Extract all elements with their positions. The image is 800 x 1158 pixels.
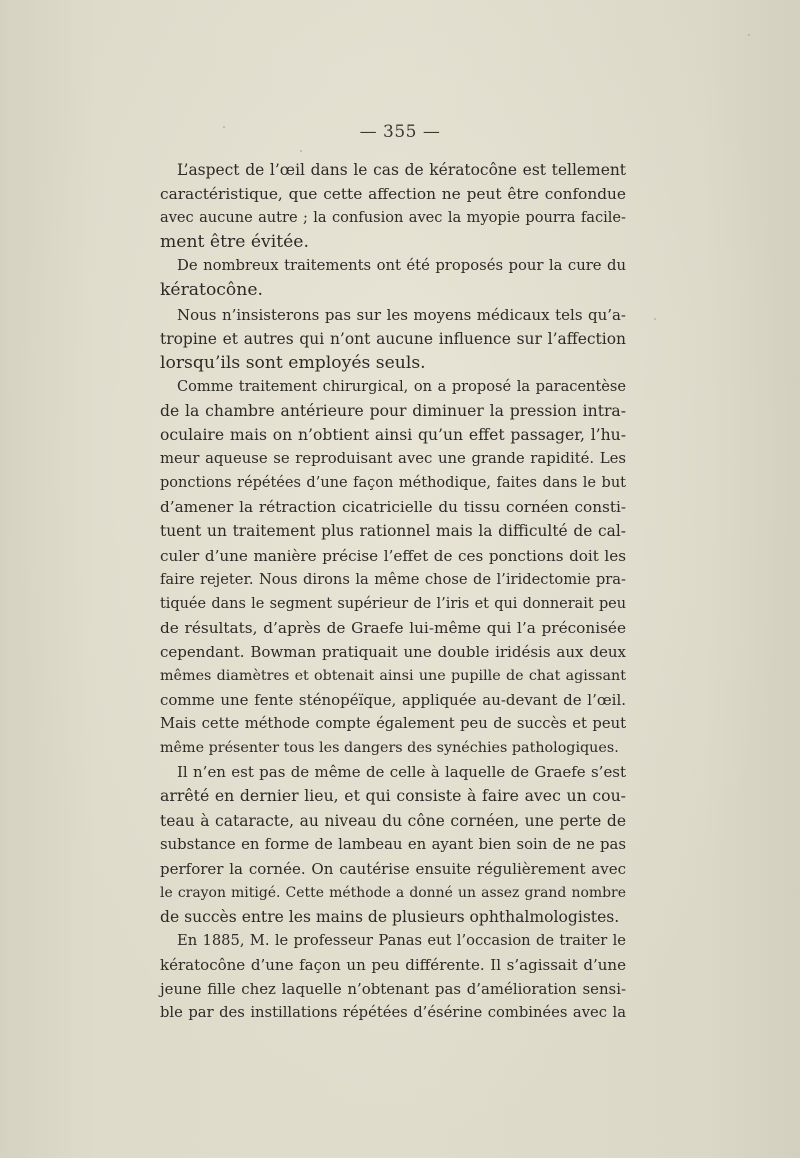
text-line: de succès entre les mains de plusieurs ophthalmologistes.: [160, 907, 620, 926]
text-line: De nombreux traitements ont été proposés pour la cure du: [177, 257, 626, 275]
text-line: de résultats, d’après de Graefe lui-même qui l’a préconisée: [160, 618, 626, 637]
text-line: L’aspect de l’œil dans le cas de kératocône est tellement: [177, 161, 626, 179]
text-line: tropine et autres qui n’ont aucune influence sur l’affection: [160, 329, 626, 348]
text-line: comme une fente sténopéïque, appliquée au-devant de l’œil.: [160, 691, 626, 710]
text-line: perforer la cornée. On cautérise ensuite régulièrement avec: [160, 859, 626, 878]
text-line: lorsqu’ils sont employés seuls.: [160, 352, 426, 373]
text-line: cependant. Bowman pratiquait une double iridésis aux deux: [160, 642, 626, 661]
text-line: faire rejeter. Nous dirons la même chose de l’iridectomie pra-: [160, 570, 626, 588]
text-line: culer d’une manière précise l’effet de ces ponctions doit les: [160, 546, 626, 565]
text-line: jeune fille chez laquelle n’obtenant pas d’amélioration sensi-: [160, 980, 626, 999]
text-line: le crayon mitigé. Cette méthode a donné un assez grand nombre: [160, 884, 626, 901]
text-line: caractéristique, que cette affection ne peut être confondue: [160, 185, 626, 204]
text-line: substance en forme de lambeau en ayant bien soin de ne pas: [160, 835, 626, 853]
text-line: ment être évitée.: [160, 232, 309, 253]
text-line: d’amener la rétraction cicatricielle du tissu cornéen consti-: [160, 498, 626, 517]
text-line: mêmes diamètres et obtenait ainsi une pupille de chat agissant: [160, 667, 626, 684]
text-line: kératocône.: [160, 280, 263, 301]
text-line: En 1885, M. le professeur Panas eut l’occasion de traiter le: [177, 932, 626, 949]
text-line: oculaire mais on n’obtient ainsi qu’un effet passager, l’hu-: [160, 426, 626, 445]
text-line: avec aucune autre ; la confusion avec la myopie pourra facile-: [160, 209, 626, 227]
text-line: kératocône d’une façon un peu différente. Il s’agissait d’une: [160, 956, 626, 975]
paper-speck: [300, 150, 302, 152]
text-line: même présenter tous les dangers des synéchies pathologiques.: [160, 740, 619, 757]
page-number: — 355 —: [359, 122, 441, 142]
body-text: [160, 158, 626, 1025]
text-line: arrêté en dernier lieu, et qui consiste à faire avec un cou-: [160, 786, 626, 806]
paper-speck: [748, 34, 750, 36]
paper-speck: [654, 318, 656, 320]
text-line: Il n’en est pas de même de celle à laquelle de Graefe s’est: [177, 763, 626, 782]
text-line: Nous n’insisterons pas sur les moyens médicaux tels qu’a-: [177, 305, 626, 324]
text-line: tiquée dans le segment supérieur de l’iris et qui donnerait peu: [160, 595, 626, 612]
text-line: ponctions répétées d’une façon méthodique, faites dans le but: [160, 475, 626, 492]
text-line: Comme traitement chirurgical, on a proposé la paracentèse: [177, 377, 626, 395]
text-line: ble par des instillations répétées d’ésérine combinées avec la: [160, 1004, 626, 1022]
text-line: de la chambre antérieure pour diminuer la pression intra-: [160, 401, 626, 420]
text-line: tuent un traitement plus rationnel mais la difficulté de cal-: [160, 522, 626, 541]
text-line: Mais cette méthode compte également peu de succès et peut: [160, 715, 626, 733]
text-line: meur aqueuse se reproduisant avec une grande rapidité. Les: [160, 450, 626, 468]
text-line: teau à cataracte, au niveau du cône cornéen, une perte de: [160, 811, 626, 830]
